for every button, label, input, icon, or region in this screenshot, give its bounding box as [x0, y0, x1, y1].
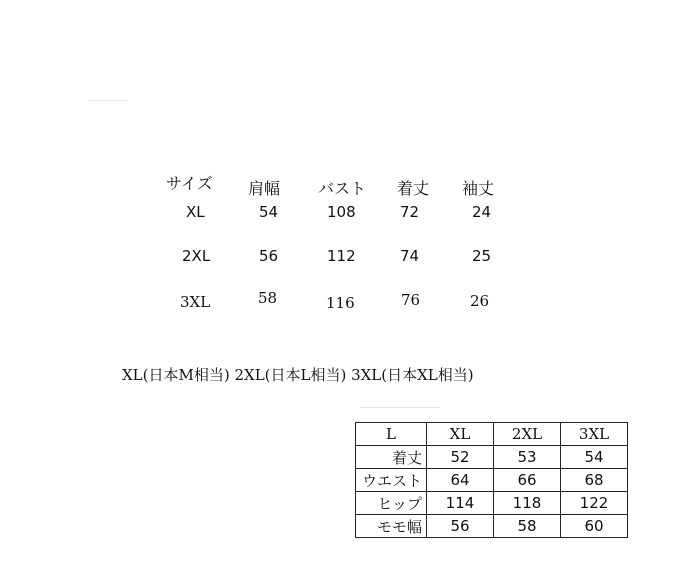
table1-cell-length: 76	[401, 291, 421, 309]
table1-cell-bust: 108	[327, 203, 356, 221]
table1-header-length: 着丈	[397, 179, 430, 198]
table-row	[356, 469, 628, 492]
table2-cell: 118	[494, 492, 561, 515]
table2-row-label: ヒップ	[356, 492, 427, 515]
table1-cell-sleeve: 26	[470, 292, 490, 310]
table1-cell-shoulder: 56	[259, 247, 279, 265]
table1-cell-bust: 112	[327, 247, 356, 265]
table-row	[356, 446, 628, 469]
table2-header-cell: 3XL	[561, 423, 628, 446]
table2-cell: 56	[427, 515, 494, 538]
table1-cell-size: 2XL	[182, 247, 211, 265]
table2-cell: 54	[561, 446, 628, 469]
table-row	[356, 492, 628, 515]
table1-cell-size: XL	[186, 203, 205, 221]
table2-row-label: 着丈	[356, 446, 427, 469]
size-equivalence-note: XL(日本M相当) 2XL(日本L相当) 3XL(日本XL相当)	[122, 366, 474, 384]
table2-cell: 53	[494, 446, 561, 469]
table2-cell: 122	[561, 492, 628, 515]
scan-artifact-line	[88, 100, 128, 101]
table2-row-label: モモ幅	[356, 515, 427, 538]
table1-cell-shoulder: 54	[259, 203, 279, 221]
table1-cell-size: 3XL	[180, 293, 211, 311]
table1-cell-length: 74	[400, 247, 420, 265]
table2-cell: 68	[561, 469, 628, 492]
table1-header-sleeve: 袖丈	[462, 179, 495, 198]
table-row	[356, 423, 628, 446]
table-row	[356, 515, 628, 538]
table1-cell-sleeve: 25	[472, 247, 492, 265]
table2-cell: 58	[494, 515, 561, 538]
table2-cell: 114	[427, 492, 494, 515]
table2-header-cell: XL	[427, 423, 494, 446]
table1-cell-length: 72	[400, 203, 420, 221]
table1-cell-bust: 116	[326, 294, 355, 312]
table2-row-label: ウエスト	[356, 469, 427, 492]
table1-cell-shoulder: 58	[258, 289, 278, 307]
table1-header-size: サイズ	[166, 174, 213, 193]
table1-header-shoulder: 肩幅	[248, 179, 281, 198]
pants-size-table	[355, 422, 628, 538]
table1-header-bust: バスト	[318, 179, 367, 198]
table2-header-cell: 2XL	[494, 423, 561, 446]
table1-cell-sleeve: 24	[472, 203, 492, 221]
table2-cell: 66	[494, 469, 561, 492]
table2-header-cell: L	[356, 423, 427, 446]
table2-cell: 64	[427, 469, 494, 492]
table2-cell: 60	[561, 515, 628, 538]
table2-cell: 52	[427, 446, 494, 469]
scan-artifact-line	[360, 407, 440, 408]
